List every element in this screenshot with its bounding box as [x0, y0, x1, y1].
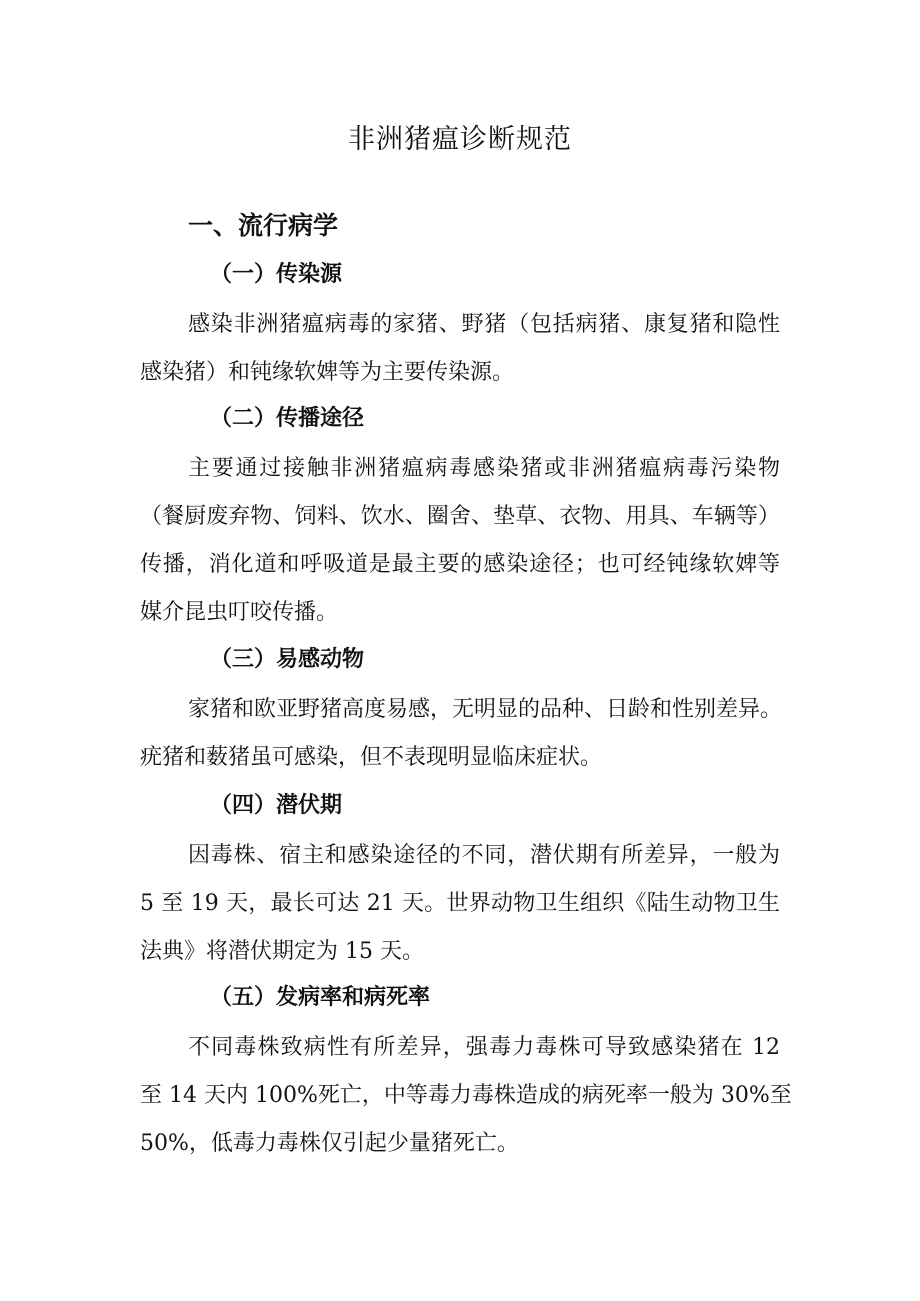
paragraph-susceptible-animals [140, 686, 783, 782]
section-heading-epidemiology: 一、流行病学 [188, 211, 339, 240]
paragraph-infection-source [140, 301, 780, 397]
subsection-heading-infection-source: （一）传染源 [210, 262, 343, 287]
subsection-heading-incubation-period: （四）潜伏期 [210, 793, 343, 818]
subsection-heading-morbidity-mortality: （五）发病率和病死率 [210, 985, 431, 1010]
document-title: 非洲猪瘟诊断规范 [348, 124, 572, 155]
paragraph-line: 传播，消化道和呼吸道是最主要的感染途径；也可经钝缘软婢等 [140, 552, 780, 577]
paragraph-line: 50%，低毒力毒株仅引起少量猪死亡。 [140, 1131, 519, 1156]
paragraph-morbidity-mortality [140, 1024, 792, 1168]
paragraph-line: 家猪和欧亚野猪高度易感，无明显的品种、日龄和性别差异。 [188, 697, 783, 722]
paragraph-line: （餐厨废弃物、饲料、饮水、圈舍、垫草、衣物、用具、车辆等） [140, 504, 780, 529]
paragraph-line: 感染猪）和钝缘软婢等为主要传染源。 [140, 360, 515, 385]
paragraph-incubation-period [140, 832, 780, 976]
paragraph-transmission [140, 445, 780, 637]
paragraph-line: 媒介昆虫叮咬传播。 [140, 600, 339, 625]
subsection-heading-transmission: （二）传播途径 [210, 406, 365, 431]
paragraph-line: 因毒株、宿主和感染途径的不同，潜伏期有所差异，一般为 [188, 843, 780, 868]
subsection-heading-susceptible-animals: （三）易感动物 [210, 647, 365, 672]
paragraph-line: 法典》将潜伏期定为 15 天。 [140, 939, 424, 964]
paragraph-line: 5 至 19 天，最长可达 21 天。世界动物卫生组织《陆生动物卫生 [140, 891, 780, 916]
paragraph-line: 至 14 天内 100%死亡，中等毒力毒株造成的病死率一般为 30%至 [140, 1083, 792, 1108]
paragraph-line: 不同毒株致病性有所差异，强毒力毒株可导致感染猪在 12 [188, 1035, 780, 1060]
paragraph-line: 主要通过接触非洲猪瘟病毒感染猪或非洲猪瘟病毒污染物 [188, 456, 780, 481]
paragraph-line: 感染非洲猪瘟病毒的家猪、野猪（包括病猪、康复猪和隐性 [188, 312, 780, 337]
paragraph-line: 疣猪和薮猪虽可感染，但不表现明显临床症状。 [140, 745, 603, 770]
